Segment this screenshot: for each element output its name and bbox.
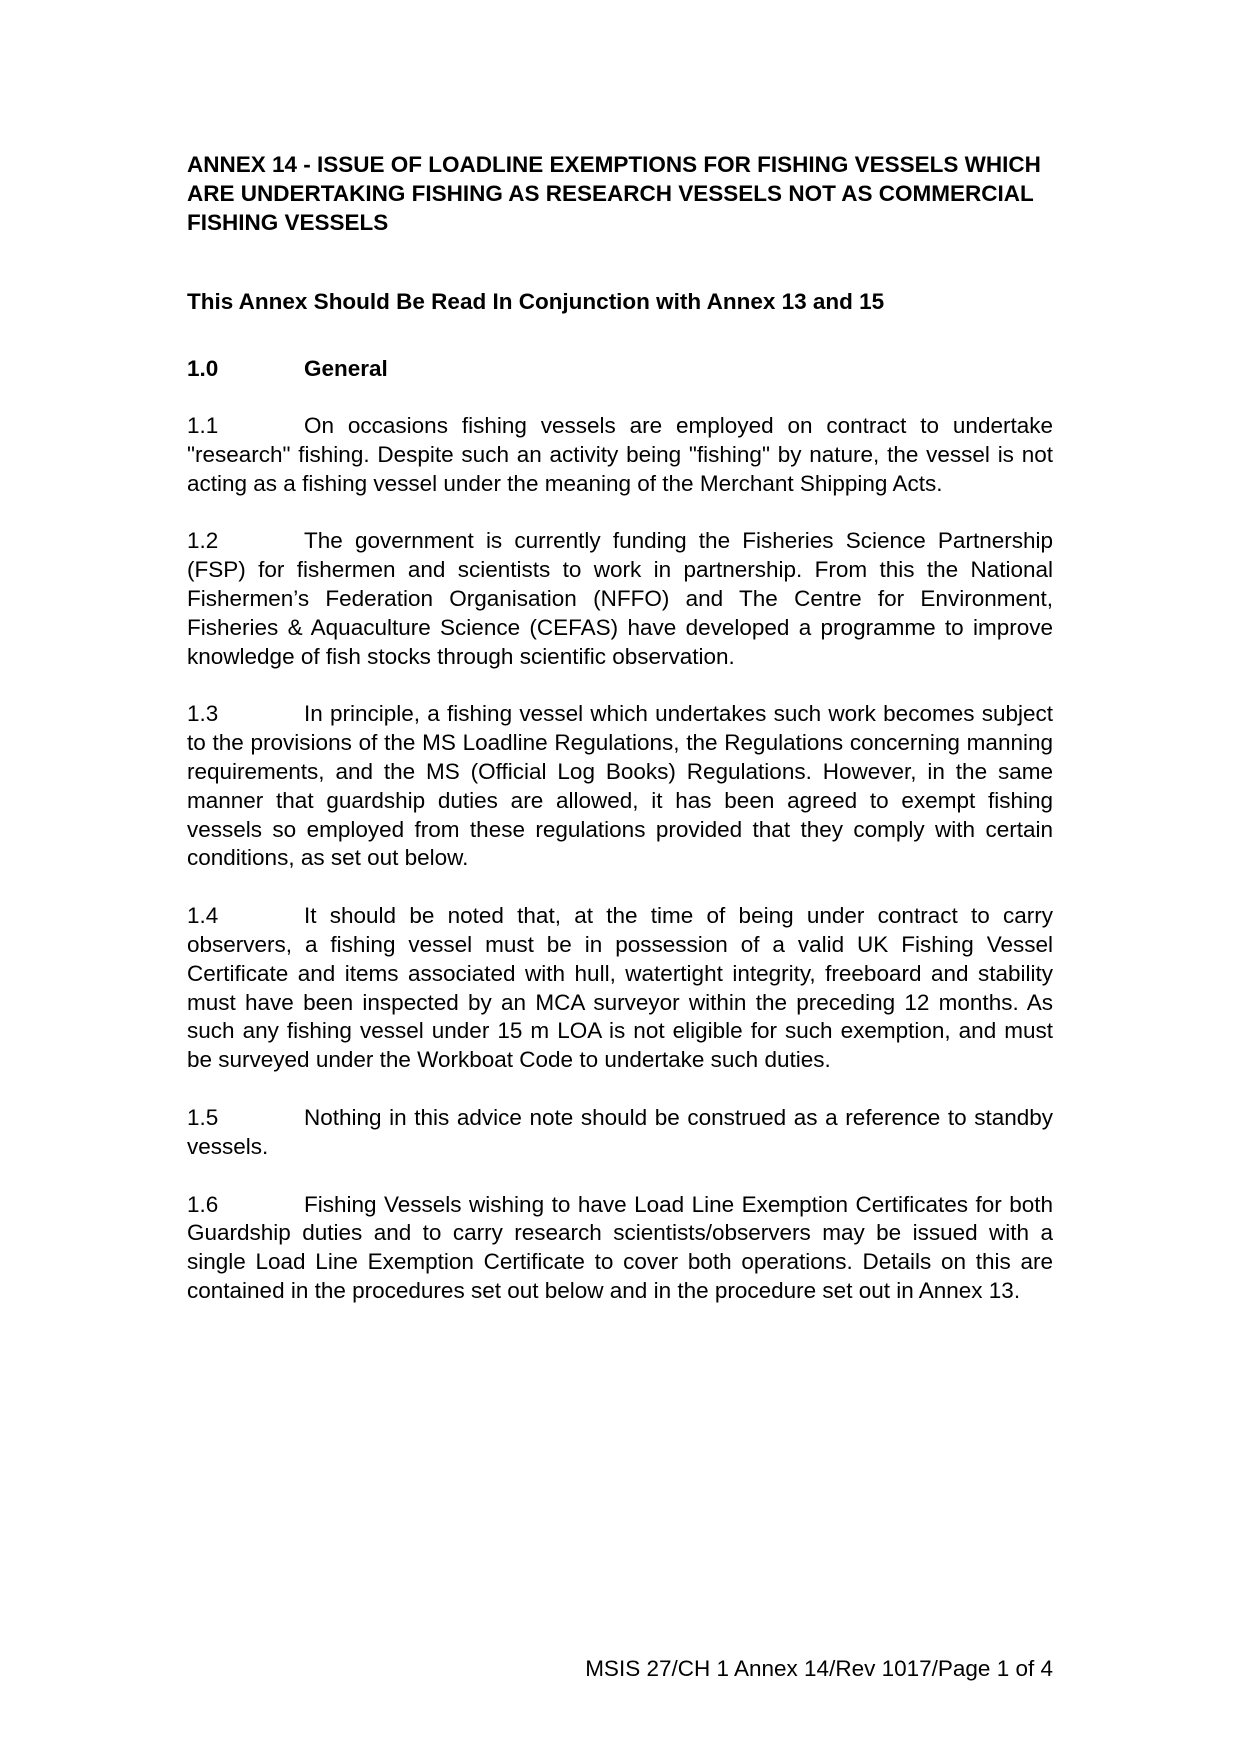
paragraph-number: 1.4 [187,903,219,929]
paragraph-text: The government is currently funding the Fisheries Science Partnership (FSP) for fishermen and scientists to work in partnership. From this the National Fishermen’s Federation Organisation (NFFO) and The Centre for Environment, Fisheries & Aquaculture Science (CEFAS) have developed a programme to improve knowledge of fish stocks through scientific observation. [187,528,1053,669]
annex-title: ANNEX 14 - ISSUE OF LOADLINE EXEMPTIONS FOR FISHING VESSELS WHICH ARE UNDERTAKING FISHING AS RESEARCH VESSELS NOT AS COMMERCIAL FISHING VESSELS [187,152,1041,235]
paragraph-number: 1.3 [187,701,219,727]
reading-note: This Annex Should Be Read In Conjunction with Annex 13 and 15 [187,289,885,314]
paragraph-1-5 [187,1104,1053,1162]
paragraph-1-4 [187,902,1053,1075]
section-number: 1.0 [187,356,219,381]
paragraph-1-1 [187,412,1053,498]
paragraph-text: Fishing Vessels wishing to have Load Line Exemption Certificates for both Guardship duties and to carry research scientists/observers may be issued with a single Load Line Exemption Certificate to cover both operations. Details on this are contained in the procedures set out below and in the procedure set out in Annex 13. [187,1191,1053,1303]
paragraph-text: On occasions fishing vessels are employed on contract to undertake "research" fishing. Despite such an activity being "fishing" by nature, the vessel is not acting as a fishing vessel under the meaning of the Merchant Shipping Acts. [187,413,1053,496]
paragraph-number: 1.5 [187,1104,219,1130]
section-heading [187,354,1053,383]
paragraph-1-2 [187,527,1053,671]
paragraph-1-6 [187,1191,1053,1306]
page-footer: MSIS 27/CH 1 Annex 14/Rev 1017/Page 1 of 4 [585,1656,1053,1681]
section-title: General [304,356,388,381]
document-page [187,150,1053,1306]
paragraph-number: 1.2 [187,528,219,554]
paragraph-text: It should be noted that, at the time of being under contract to carry observers, a fishing vessel must be in possession of a valid UK Fishing Vessel Certificate and items associated with hull, watertight integrity, freeboard and stability must have been inspected by an MCA surveyor within the preceding 12 months. As such any fishing vessel under 15 m LOA is not eligible for such exemption, and must be surveyed under the Workboat Code to undertake such duties. [187,903,1053,1073]
paragraph-text: In principle, a fishing vessel which undertakes such work becomes subject to the provisions of the MS Loadline Regulations, the Regulations concerning manning requirements, and the MS (Official Log Books) Regulations. However, in the same manner that guardship duties are allowed, it has been agreed to exempt fishing vessels so employed from these regulations provided that they comply with certain conditions, as set out below. [187,701,1053,871]
paragraph-text: Nothing in this advice note should be construed as a reference to standby vessels. [187,1104,1053,1159]
paragraph-number: 1.1 [187,413,219,438]
paragraph-1-3 [187,700,1053,873]
paragraph-number: 1.6 [187,1191,219,1217]
